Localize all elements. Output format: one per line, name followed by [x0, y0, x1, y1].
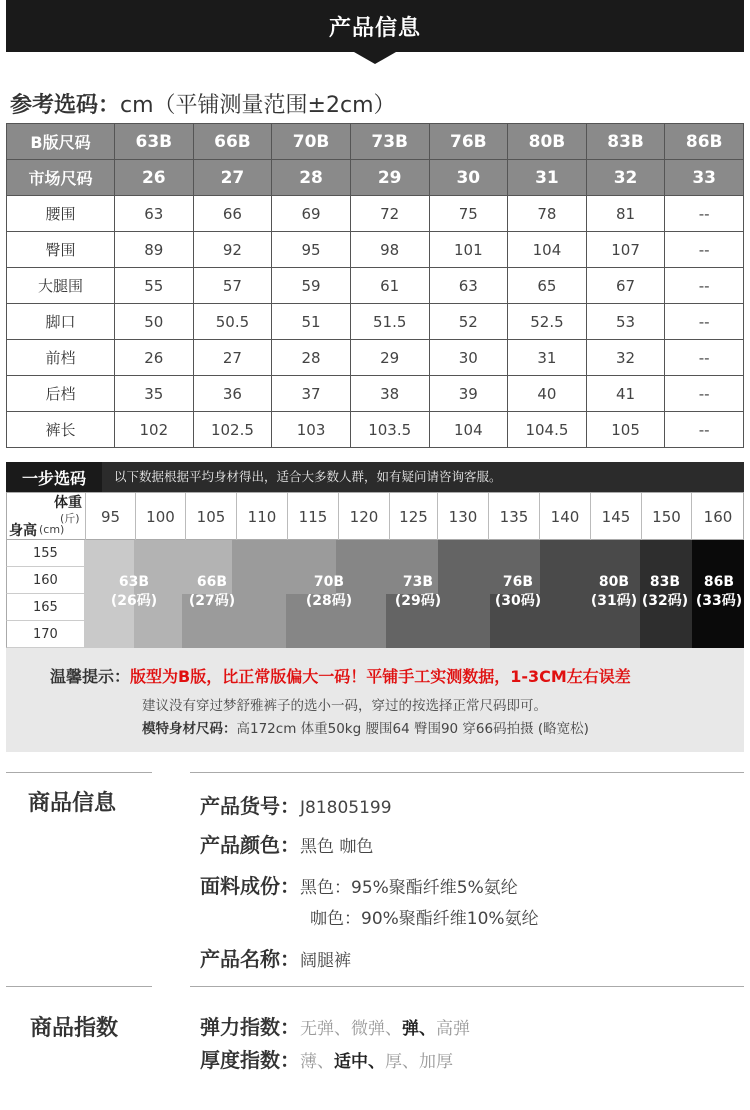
size-row-label: 裤长: [7, 412, 115, 448]
size-cell: 69: [272, 196, 351, 232]
zone-size-b: 83B: [649, 574, 681, 590]
size-row: [7, 340, 744, 376]
weight-cell: 110: [236, 493, 287, 541]
weight-cell: 130: [437, 493, 488, 541]
size-cell: 51: [272, 304, 351, 340]
size-cell: 37: [272, 376, 351, 412]
product-name-value: 阔腿裤: [300, 951, 351, 971]
size-cell: 28: [272, 340, 351, 376]
size-cell: 107: [586, 232, 665, 268]
thickness-index-options: [300, 1052, 453, 1072]
thickness-option: 适中、: [334, 1052, 385, 1072]
fabric-value-1: 黑色：95%聚酯纤维5%氨纶: [300, 878, 518, 898]
size-cell: --: [665, 376, 744, 412]
size-row: [7, 376, 744, 412]
size-cell: 51.5: [350, 304, 429, 340]
size-zone-label: [303, 573, 355, 611]
thickness-option: 厚、: [385, 1052, 419, 1072]
size-cell: 41: [586, 376, 665, 412]
size-row: [7, 232, 744, 268]
elastic-option: 微弹、: [351, 1019, 402, 1039]
weight-cell: 115: [287, 493, 338, 541]
zone-size-b: 86B: [703, 574, 735, 590]
size-cell: 104: [429, 412, 508, 448]
size-cell: 27: [193, 340, 272, 376]
size-header-cell: 73B: [350, 124, 429, 160]
model-line: [142, 717, 589, 737]
size-cell: 81: [586, 196, 665, 232]
size-cell: 103: [272, 412, 351, 448]
zone-size-market: (29码): [394, 593, 442, 609]
size-header-cell: 26: [115, 160, 194, 196]
size-cell: 55: [115, 268, 194, 304]
height-cell: 170: [6, 621, 84, 648]
weight-cell: 145: [590, 493, 641, 541]
weight-cell: 100: [135, 493, 185, 541]
size-cell: 52: [429, 304, 508, 340]
size-cell: 26: [115, 340, 194, 376]
fabric-row: [200, 870, 518, 899]
size-row-label: 后档: [7, 376, 115, 412]
weight-cell: 105: [185, 493, 236, 541]
size-cell: --: [665, 304, 744, 340]
fabric-label: 面料成份：: [200, 874, 300, 898]
size-cell: 105: [586, 412, 665, 448]
size-cell: 50: [115, 304, 194, 340]
size-cell: 36: [193, 376, 272, 412]
size-header-cell: 70B: [272, 124, 351, 160]
size-cell: 40: [508, 376, 587, 412]
product-color-label: 产品颜色：: [200, 833, 300, 857]
size-header-cell: 29: [350, 160, 429, 196]
model-label: 模特身材尺码：: [142, 721, 237, 737]
size-cell: 67: [586, 268, 665, 304]
size-header-cell: 市场尺码: [7, 160, 115, 196]
corner-weight-label: 体重: [54, 495, 82, 511]
size-zone-label: [392, 573, 444, 611]
size-cell: 53: [586, 304, 665, 340]
size-cell: 75: [429, 196, 508, 232]
size-cell: 98: [350, 232, 429, 268]
size-cell: --: [665, 340, 744, 376]
size-header-cell: 32: [586, 160, 665, 196]
weight-header: [6, 492, 744, 540]
size-table: [6, 123, 744, 448]
zone-size-market: (26码): [110, 593, 158, 609]
size-cell: 57: [193, 268, 272, 304]
size-cell: 29: [350, 340, 429, 376]
size-cell: 102: [115, 412, 194, 448]
weight-cell: 140: [539, 493, 590, 541]
size-zone-label: [108, 573, 160, 611]
size-zone-label: [588, 573, 640, 611]
zone-size-market: (30码): [494, 593, 542, 609]
fabric-row-2: [310, 904, 539, 929]
step-label: 一步选码: [6, 462, 102, 492]
weight-cell: 120: [338, 493, 389, 541]
product-name-label: 产品名称：: [200, 947, 300, 971]
product-code-value: J81805199: [300, 798, 392, 818]
zone-size-b: 66B: [196, 574, 228, 590]
thickness-index-row: [200, 1044, 453, 1073]
size-header-cell: 76B: [429, 124, 508, 160]
tip-text: 版型为B版，比正常版偏大一码！平铺手工实测数据，1-3CM左右误差: [130, 667, 631, 686]
size-cell: 50.5: [193, 304, 272, 340]
size-cell: 104.5: [508, 412, 587, 448]
size-cell: --: [665, 196, 744, 232]
zone-size-market: (32码): [641, 593, 689, 609]
size-cell: --: [665, 232, 744, 268]
size-cell: 31: [508, 340, 587, 376]
weight-cell: 125: [389, 493, 437, 541]
fabric-value-2: 咖色：90%聚酯纤维10%氨纶: [310, 909, 539, 929]
size-header-cell: 66B: [193, 124, 272, 160]
size-zone-label: [694, 573, 744, 611]
size-row: [7, 304, 744, 340]
thickness-option: 薄、: [300, 1052, 334, 1072]
product-code-row: [200, 790, 392, 819]
zone-size-market: (31码): [590, 593, 638, 609]
thickness-option: 加厚: [419, 1052, 453, 1072]
size-zone-label: [640, 573, 690, 611]
size-cell: 32: [586, 340, 665, 376]
elastic-index-row: [200, 1011, 470, 1040]
size-cell: 59: [272, 268, 351, 304]
size-cell: 89: [115, 232, 194, 268]
model-text: 高172cm 体重50kg 腰围64 臀围90 穿66码拍摄 (略宽松): [236, 721, 589, 737]
size-cell: 61: [350, 268, 429, 304]
size-row-label: 腰围: [7, 196, 115, 232]
size-header-cell: 30: [429, 160, 508, 196]
height-cell: 165: [6, 594, 84, 621]
height-cell: 155: [6, 540, 84, 567]
size-cell: 102.5: [193, 412, 272, 448]
product-index-title: 商品指数: [30, 1016, 119, 1041]
elastic-option: 高弹: [436, 1019, 470, 1039]
size-cell: 95: [272, 232, 351, 268]
advice-line: 建议没有穿过梦舒雅裤子的选小一码，穿过的按选择正常尺码即可。: [142, 698, 547, 714]
weight-cell: 160: [691, 493, 744, 541]
size-header-row: [7, 124, 744, 160]
product-info-title: 商品信息: [28, 791, 117, 816]
size-cell: 38: [350, 376, 429, 412]
size-header-cell: 63B: [115, 124, 194, 160]
size-header-cell: 80B: [508, 124, 587, 160]
product-color-value: 黑色 咖色: [300, 837, 374, 857]
size-row-label: 脚口: [7, 304, 115, 340]
reference-label: 参考选码：: [10, 93, 121, 118]
divider: [6, 772, 152, 773]
size-zone-label: [492, 573, 544, 611]
product-color-row: [200, 829, 373, 858]
size-row-label: 前档: [7, 340, 115, 376]
corner-weight-unit: (斤): [60, 512, 80, 525]
elastic-option: 弹、: [402, 1019, 436, 1039]
product-code-label: 产品货号：: [200, 794, 300, 818]
tip-label: 温馨提示：: [50, 667, 131, 686]
size-cell: 72: [350, 196, 429, 232]
corner-height-label: 身高: [9, 523, 37, 539]
reference-note: cm（平铺测量范围±2cm）: [120, 93, 396, 118]
thickness-index-label: 厚度指数：: [200, 1048, 300, 1072]
size-header-cell: 27: [193, 160, 272, 196]
size-cell: 39: [429, 376, 508, 412]
size-cell: 35: [115, 376, 194, 412]
tip-line: [50, 664, 631, 687]
divider: [6, 986, 152, 987]
size-cell: 63: [429, 268, 508, 304]
size-header-cell: 86B: [665, 124, 744, 160]
size-row: [7, 268, 744, 304]
divider: [190, 986, 744, 987]
zone-size-b: 73B: [402, 574, 434, 590]
elastic-option: 无弹、: [300, 1019, 351, 1039]
divider: [190, 772, 744, 773]
zone-size-b: 80B: [598, 574, 630, 590]
size-cell: 103.5: [350, 412, 429, 448]
zone-size-b: 76B: [502, 574, 534, 590]
elastic-index-label: 弹力指数：: [200, 1015, 300, 1039]
size-cell: 66: [193, 196, 272, 232]
zone-size-b: 70B: [313, 574, 345, 590]
size-header-cell: 28: [272, 160, 351, 196]
size-cell: 65: [508, 268, 587, 304]
page-banner: [6, 0, 744, 52]
step-description: 以下数据根据平均身材得出，适合大多数人群，如有疑问请咨询客服。: [114, 469, 502, 484]
product-name-row: [200, 943, 351, 972]
size-header-cell: 33: [665, 160, 744, 196]
height-cell: 160: [6, 567, 84, 594]
size-cell: --: [665, 412, 744, 448]
weight-cell: 150: [641, 493, 691, 541]
zone-size-market: (33码): [695, 593, 743, 609]
size-header-cell: 83B: [586, 124, 665, 160]
size-header-cell: 31: [508, 160, 587, 196]
size-row: [7, 196, 744, 232]
elastic-index-options: [300, 1019, 470, 1039]
size-zone-label: [186, 573, 238, 611]
size-cell: 104: [508, 232, 587, 268]
size-cell: 92: [193, 232, 272, 268]
size-row-label: 大腿围: [7, 268, 115, 304]
zone-size-market: (27码): [188, 593, 236, 609]
size-cell: 52.5: [508, 304, 587, 340]
size-cell: 78: [508, 196, 587, 232]
size-cell: 101: [429, 232, 508, 268]
size-cell: 63: [115, 196, 194, 232]
size-cell: --: [665, 268, 744, 304]
weight-cell: 95: [85, 493, 135, 541]
reference-title: [10, 88, 396, 119]
size-header-cell: B版尺码: [7, 124, 115, 160]
banner-arrow: [354, 52, 396, 64]
weight-cell: 135: [488, 493, 539, 541]
size-row-label: 臀围: [7, 232, 115, 268]
size-row: [7, 412, 744, 448]
zone-size-b: 63B: [118, 574, 150, 590]
zone-size-market: (28码): [305, 593, 353, 609]
corner-height-unit: (cm): [39, 523, 65, 536]
banner-title: 产品信息: [328, 15, 421, 41]
size-header-row: [7, 160, 744, 196]
size-cell: 30: [429, 340, 508, 376]
